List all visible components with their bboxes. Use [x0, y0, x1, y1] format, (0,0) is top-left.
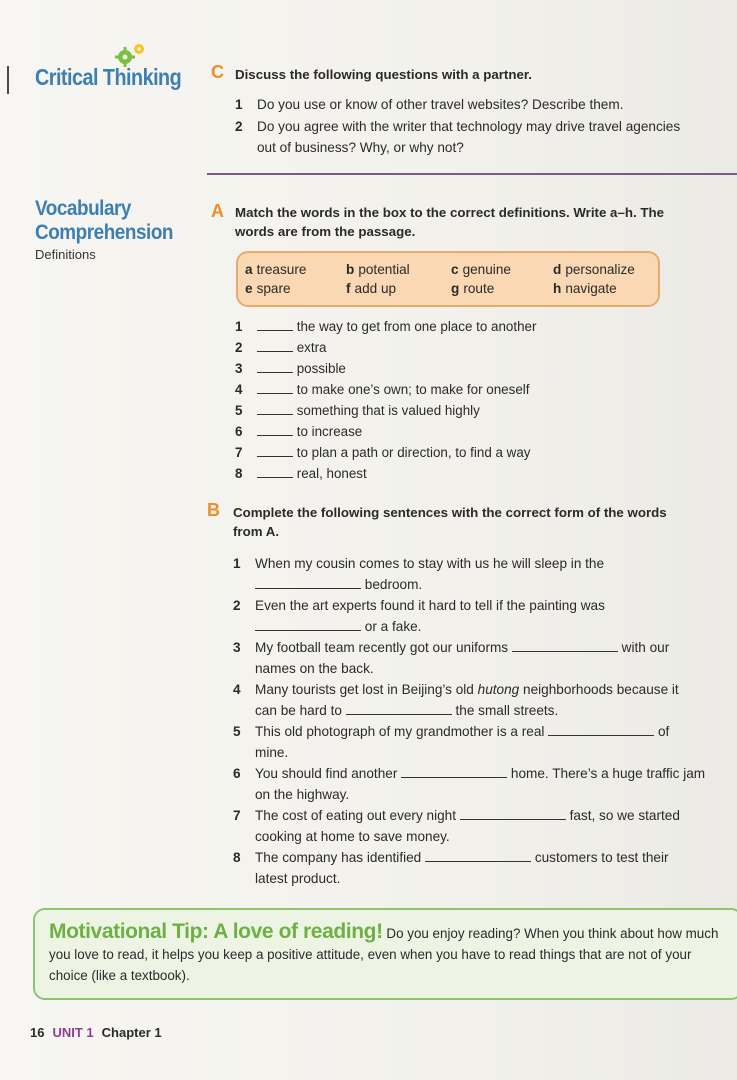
section-letter-a: A [211, 201, 224, 221]
section-letter-c: C [211, 62, 224, 82]
answer-blank[interactable] [255, 576, 361, 589]
margin-marker [7, 66, 9, 94]
section-letter-b: B [207, 500, 220, 520]
motivational-tip-title: Motivational Tip: A love of reading! [49, 920, 383, 943]
question-item: 1 Do you use or know of other travel websites? Describe them. [235, 97, 624, 112]
answer-blank[interactable] [346, 702, 452, 715]
answer-blank[interactable] [257, 444, 293, 457]
word-box-item: e spare [245, 281, 291, 296]
section-title-vocabulary: Vocabulary Comprehension [35, 197, 174, 244]
word-box-item: c genuine [451, 262, 511, 277]
word-box-item: d personalize [553, 262, 635, 277]
word-box-item: b potential [346, 262, 410, 277]
answer-blank[interactable] [512, 639, 618, 652]
section-c-instruction: Discuss the following questions with a partner. [235, 67, 533, 82]
definition-row: 4 to make one’s own; to make for oneself [235, 382, 530, 397]
answer-blank[interactable] [257, 339, 293, 352]
section-b-instruction: Complete the following sentences with the correct form of the words from A. [233, 505, 667, 539]
answer-blank[interactable] [257, 360, 293, 373]
word-box-item: f add up [346, 281, 397, 296]
answer-blank[interactable] [257, 423, 293, 436]
page-number: 16 [30, 1025, 45, 1040]
section-title-critical-thinking: Critical Thinking [35, 64, 182, 90]
sentence-item: 8 The company has identified customers to test their latest product. [233, 850, 669, 886]
chapter-label: Chapter 1 [101, 1025, 162, 1040]
sentence-item: 2 Even the art experts found it hard to tell if the painting was or a fake. [233, 598, 605, 634]
answer-blank[interactable] [425, 849, 531, 862]
word-box [236, 251, 660, 307]
answer-blank[interactable] [401, 765, 507, 778]
definitions-list [235, 316, 536, 484]
definition-row: 2 extra [235, 340, 327, 355]
sentence-item: 4 Many tourists get lost in Beijing’s old hutong neighborhoods because it can be hard to the small streets. [233, 682, 679, 718]
definition-row: 1 the way to get from one place to another [235, 319, 537, 334]
answer-blank[interactable] [255, 618, 361, 631]
answer-blank[interactable] [257, 402, 293, 415]
motivational-tip-text: Motivational Tip: A love of reading! Do you enjoy reading? When you think about how much you love to read, it helps you keep a positive attitude, even when you have to read things that are not of your choice (like a textbook). [49, 920, 719, 983]
section-subtitle-definitions: Definitions [35, 247, 96, 262]
answer-blank[interactable] [460, 807, 566, 820]
definition-row: 3 possible [235, 361, 346, 376]
definition-row: 8 real, honest [235, 466, 367, 481]
section-a-instruction: Match the words in the box to the correct definitions. Write a–h. The words are from the passage. [235, 205, 664, 239]
sentence-item: 5 This old photograph of my grandmother is a real of mine. [233, 724, 670, 760]
answer-blank[interactable] [257, 465, 293, 478]
answer-blank[interactable] [257, 318, 293, 331]
definition-row: 7 to plan a path or direction, to find a way [235, 445, 531, 460]
definition-row: 5 something that is valued highly [235, 403, 480, 418]
word-box-item: a treasure [245, 262, 307, 277]
unit-label: UNIT 1 [52, 1025, 94, 1040]
word-box-item: h navigate [553, 281, 617, 296]
page-footer [30, 1025, 162, 1040]
word-box-item: g route [451, 281, 495, 296]
definition-row: 6 to increase [235, 424, 363, 439]
answer-blank[interactable] [257, 381, 293, 394]
sentence-item: 3 My football team recently got our uniforms with our names on the back. [233, 640, 670, 676]
section-divider [207, 173, 737, 175]
sentence-item: 6 You should find another home. There’s a huge traffic jam on the highway. [233, 766, 706, 802]
answer-blank[interactable] [548, 723, 654, 736]
question-item: 2 Do you agree with the writer that technology may drive travel agencies out of business? Why, or why not? [235, 119, 681, 155]
sentence-item: 7 The cost of eating out every night fast, so we started cooking at home to save money. [233, 808, 680, 844]
sentence-item: 1 When my cousin comes to stay with us he will sleep in the bedroom. [233, 556, 605, 592]
